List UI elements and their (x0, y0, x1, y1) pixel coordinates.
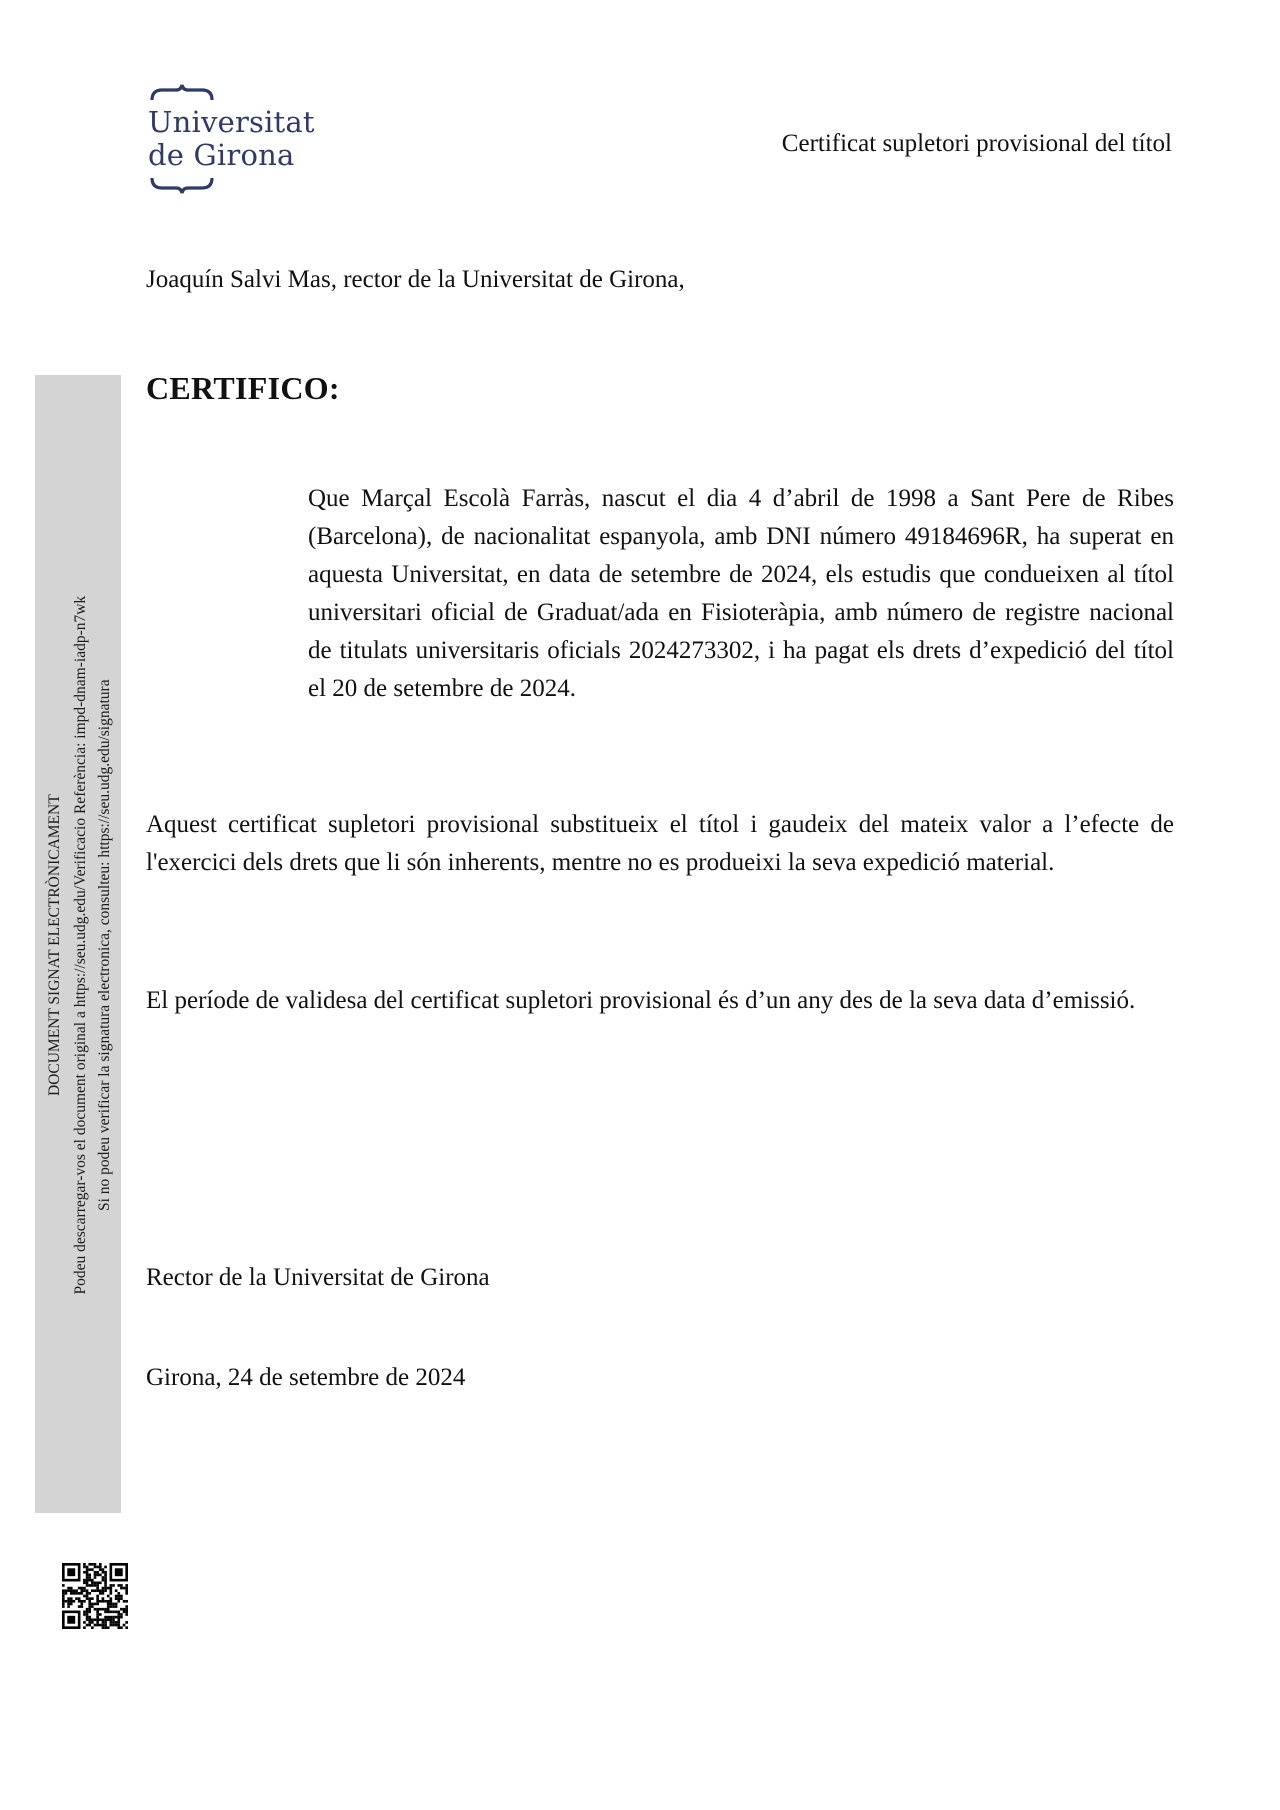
place-and-date: Girona, 24 de setembre de 2024 (146, 1364, 466, 1391)
qr-module (117, 1584, 120, 1587)
qr-module (70, 1592, 73, 1595)
qr-module (88, 1611, 91, 1614)
qr-module (91, 1568, 94, 1571)
qr-module (86, 1566, 89, 1569)
qr-module (86, 1589, 89, 1592)
qr-module (99, 1618, 102, 1621)
qr-module (83, 1611, 86, 1614)
qr-module (62, 1584, 65, 1587)
qr-module (78, 1587, 81, 1590)
qr-module (102, 1597, 105, 1600)
qr-module (107, 1587, 110, 1590)
qr-module (94, 1584, 97, 1587)
qr-code-icon (62, 1563, 128, 1629)
qr-module (83, 1581, 86, 1584)
qr-module (78, 1597, 81, 1600)
qr-module (115, 1616, 118, 1619)
qr-module (91, 1618, 94, 1621)
qr-module (91, 1581, 94, 1584)
qr-module (94, 1618, 97, 1621)
qr-module (99, 1566, 102, 1569)
qr-module (96, 1624, 99, 1627)
qr-module (123, 1600, 126, 1603)
qr-module (104, 1584, 107, 1587)
qr-module (115, 1595, 118, 1598)
qr-module (88, 1568, 91, 1571)
qr-module (102, 1568, 105, 1571)
qr-module (125, 1584, 128, 1587)
validity-substitution-paragraph: Aquest certificat supletori provisional substitueix el títol i gaudeix del mateix valor a l’efecte de l'exercici dels drets que li són inherents, mentre no es produeixi la seva expedició material. (146, 811, 1174, 876)
electronic-signature-strip (35, 375, 121, 1513)
validity-period-paragraph: El període de validesa del certificat supletori provisional és d’un any des de la seva data d’emissió. (146, 987, 1136, 1014)
qr-module (123, 1608, 126, 1611)
qr-module (96, 1611, 99, 1614)
qr-module (96, 1574, 99, 1577)
qr-module (99, 1592, 102, 1595)
qr-module (120, 1597, 123, 1600)
signatory-title: Rector de la Universitat de Girona (146, 1264, 490, 1291)
qr-module (115, 1605, 118, 1608)
qr-module (70, 1589, 73, 1592)
qr-module (110, 1616, 113, 1619)
qr-module (99, 1563, 102, 1566)
qr-module (91, 1626, 94, 1629)
qr-module (86, 1579, 89, 1582)
qr-module (112, 1584, 115, 1587)
qr-module (96, 1589, 99, 1592)
qr-module (107, 1618, 110, 1621)
qr-module (99, 1589, 102, 1592)
qr-module (99, 1613, 102, 1616)
qr-module (88, 1579, 91, 1582)
qr-module (110, 1589, 113, 1592)
qr-module (86, 1571, 89, 1574)
qr-module (96, 1616, 99, 1619)
qr-module (115, 1611, 118, 1614)
qr-module (86, 1584, 89, 1587)
qr-module (62, 1592, 65, 1595)
qr-module (94, 1576, 97, 1579)
qr-module (115, 1597, 118, 1600)
qr-module (112, 1618, 115, 1621)
qr-module (104, 1576, 107, 1579)
qr-module (94, 1574, 97, 1577)
qr-module (107, 1611, 110, 1614)
signature-help-url-text[interactable]: Si no podeu verificar la signatura electronica, consulteu: https://seu.udg.edu/signatura (96, 679, 113, 1211)
signature-notice: DOCUMENT SIGNAT ELECTRÒNICAMENT (46, 794, 63, 1096)
qr-module (62, 1595, 65, 1598)
qr-module (62, 1600, 65, 1603)
qr-module (117, 1592, 120, 1595)
qr-module (110, 1611, 113, 1614)
qr-module (107, 1603, 110, 1606)
qr-module (80, 1592, 83, 1595)
qr-module (104, 1574, 107, 1577)
qr-module (99, 1568, 102, 1571)
qr-module (104, 1579, 107, 1582)
qr-module (117, 1616, 120, 1619)
qr-module (110, 1624, 113, 1627)
qr-module (91, 1597, 94, 1600)
qr-module (91, 1563, 94, 1566)
qr-module (88, 1600, 91, 1603)
qr-module (96, 1597, 99, 1600)
qr-module (123, 1611, 126, 1614)
qr-module (110, 1587, 113, 1590)
qr-module (80, 1587, 83, 1590)
qr-module (91, 1605, 94, 1608)
qr-module (88, 1584, 91, 1587)
qr-module (83, 1566, 86, 1569)
qr-module (78, 1605, 81, 1608)
qr-module (86, 1568, 89, 1571)
qr-module (102, 1626, 105, 1629)
qr-module (110, 1592, 113, 1595)
qr-module (96, 1603, 99, 1606)
qr-module (73, 1600, 76, 1603)
qr-module (102, 1587, 105, 1590)
qr-module (67, 1600, 70, 1603)
qr-module (112, 1616, 115, 1619)
qr-module (91, 1621, 94, 1624)
qr-module (102, 1600, 105, 1603)
qr-module (102, 1608, 105, 1611)
qr-module (86, 1595, 89, 1598)
qr-module (102, 1571, 105, 1574)
qr-module (115, 1589, 118, 1592)
qr-module (123, 1587, 126, 1590)
qr-module (78, 1600, 81, 1603)
qr-module (110, 1618, 113, 1621)
qr-module (83, 1563, 86, 1566)
qr-module (102, 1624, 105, 1627)
qr-module (112, 1611, 115, 1614)
qr-module (125, 1600, 128, 1603)
qr-module (80, 1600, 83, 1603)
qr-module (62, 1605, 65, 1608)
qr-module (94, 1581, 97, 1584)
qr-module (120, 1584, 123, 1587)
qr-module (83, 1579, 86, 1582)
qr-module (104, 1587, 107, 1590)
qr-module (125, 1613, 128, 1616)
qr-module (62, 1589, 65, 1592)
qr-module (65, 1600, 68, 1603)
qr-module (88, 1597, 91, 1600)
certifico-heading: CERTIFICO: (146, 370, 340, 406)
qr-module (83, 1613, 86, 1616)
qr-module (75, 1589, 78, 1592)
qr-module (88, 1624, 91, 1627)
qr-module (104, 1589, 107, 1592)
qr-module (91, 1579, 94, 1582)
qr-module (96, 1600, 99, 1603)
brace-bottom-icon (150, 176, 214, 194)
qr-module (104, 1608, 107, 1611)
qr-module (96, 1595, 99, 1598)
qr-module (125, 1605, 128, 1608)
verification-url-text[interactable]: Podeu descarregar-vos el document original a https://seu.udg.edu/Verificacio Referència: impd-dnam-iadp-n7wk (72, 595, 89, 1295)
qr-module (115, 1621, 118, 1624)
qr-module (112, 1603, 115, 1606)
qr-module (96, 1581, 99, 1584)
qr-module (75, 1592, 78, 1595)
qr-module (88, 1563, 91, 1566)
qr-module (102, 1579, 105, 1582)
qr-module (96, 1618, 99, 1621)
qr-module (86, 1592, 89, 1595)
qr-module (88, 1618, 91, 1621)
certification-paragraph: Que Marçal Escolà Farràs, nascut el dia 4 d’abril de 1998 a Sant Pere de Ribes (Barcelona), de nacionalitat espanyola, amb DNI número 49184696R, ha superat en aquesta Universitat, en data de setembre de 2024, els estudis que condueixen al títol universitari oficial de Graduat/ada en Fisioteràpia, amb número de registre nacional de titulats universitaris oficials 2024273302, i ha pagat els drets d’expedició del títol el 20 de setembre de 2024. (308, 485, 1174, 702)
qr-module (88, 1608, 91, 1611)
qr-module (99, 1574, 102, 1577)
qr-module (117, 1595, 120, 1598)
qr-module (86, 1574, 89, 1577)
qr-module (65, 1592, 68, 1595)
qr-module (104, 1611, 107, 1614)
qr-module (102, 1592, 105, 1595)
qr-module (104, 1571, 107, 1574)
qr-module (110, 1600, 113, 1603)
qr-module (96, 1621, 99, 1624)
qr-module (125, 1589, 128, 1592)
qr-module (67, 1597, 70, 1600)
qr-module (125, 1621, 128, 1624)
qr-finder-module (67, 1616, 75, 1624)
qr-module (96, 1608, 99, 1611)
qr-module (80, 1589, 83, 1592)
qr-module (88, 1603, 91, 1606)
qr-module (62, 1597, 65, 1600)
qr-module (80, 1605, 83, 1608)
qr-module (120, 1587, 123, 1590)
qr-module (99, 1624, 102, 1627)
logo-line-1: Universitat (148, 105, 315, 139)
qr-module (96, 1584, 99, 1587)
qr-module (67, 1587, 70, 1590)
qr-module (86, 1581, 89, 1584)
qr-module (104, 1600, 107, 1603)
qr-module (104, 1621, 107, 1624)
qr-module (123, 1624, 126, 1627)
qr-module (67, 1605, 70, 1608)
qr-module (117, 1600, 120, 1603)
qr-module (117, 1618, 120, 1621)
qr-module (107, 1608, 110, 1611)
qr-module (86, 1611, 89, 1614)
qr-module (125, 1611, 128, 1614)
qr-module (86, 1608, 89, 1611)
qr-module (65, 1589, 68, 1592)
qr-module (115, 1603, 118, 1606)
qr-module (83, 1587, 86, 1590)
qr-module (107, 1616, 110, 1619)
qr-module (73, 1592, 76, 1595)
qr-module (99, 1600, 102, 1603)
qr-module (96, 1571, 99, 1574)
qr-module (117, 1626, 120, 1629)
qr-module (107, 1600, 110, 1603)
qr-module (117, 1611, 120, 1614)
qr-module (86, 1597, 89, 1600)
qr-module (104, 1624, 107, 1627)
qr-module (94, 1589, 97, 1592)
qr-module (104, 1566, 107, 1569)
qr-module (110, 1605, 113, 1608)
qr-module (117, 1621, 120, 1624)
qr-module (86, 1618, 89, 1621)
qr-module (88, 1592, 91, 1595)
qr-module (67, 1603, 70, 1606)
qr-module (91, 1589, 94, 1592)
qr-module (88, 1605, 91, 1608)
qr-module (70, 1600, 73, 1603)
qr-module (125, 1608, 128, 1611)
qr-finder-module (115, 1568, 123, 1576)
qr-module (110, 1584, 113, 1587)
qr-finder-module (67, 1568, 75, 1576)
qr-module (70, 1587, 73, 1590)
qr-module (110, 1597, 113, 1600)
qr-module (102, 1576, 105, 1579)
qr-module (104, 1618, 107, 1621)
qr-module (83, 1626, 86, 1629)
qr-module (70, 1597, 73, 1600)
qr-module (96, 1566, 99, 1569)
qr-module (67, 1589, 70, 1592)
qr-module (78, 1592, 81, 1595)
qr-module (99, 1581, 102, 1584)
qr-module (102, 1589, 105, 1592)
qr-module (117, 1597, 120, 1600)
qr-module (117, 1624, 120, 1627)
qr-module (115, 1624, 118, 1627)
qr-module (83, 1621, 86, 1624)
qr-module (83, 1571, 86, 1574)
qr-module (125, 1587, 128, 1590)
qr-module (88, 1616, 91, 1619)
qr-module (104, 1581, 107, 1584)
qr-module (125, 1592, 128, 1595)
qr-module (104, 1616, 107, 1619)
qr-module (73, 1589, 76, 1592)
qr-module (96, 1587, 99, 1590)
qr-module (120, 1613, 123, 1616)
qr-module (83, 1589, 86, 1592)
qr-module (112, 1624, 115, 1627)
qr-module (104, 1626, 107, 1629)
logo-line-2: de Girona (148, 138, 295, 172)
qr-module (94, 1608, 97, 1611)
qr-module (88, 1576, 91, 1579)
qr-module (94, 1624, 97, 1627)
qr-module (107, 1626, 110, 1629)
qr-module (83, 1600, 86, 1603)
qr-module (70, 1603, 73, 1606)
qr-module (86, 1616, 89, 1619)
qr-module (88, 1574, 91, 1577)
qr-module (86, 1576, 89, 1579)
qr-module (112, 1621, 115, 1624)
qr-module (94, 1563, 97, 1566)
qr-module (110, 1621, 113, 1624)
qr-module (107, 1595, 110, 1598)
qr-module (94, 1603, 97, 1606)
qr-module (102, 1621, 105, 1624)
qr-module (99, 1608, 102, 1611)
qr-module (94, 1566, 97, 1569)
qr-module (80, 1603, 83, 1606)
brace-top-icon (150, 84, 214, 102)
document-title: Certificat supletori provisional del títol (781, 130, 1172, 157)
qr-module (102, 1618, 105, 1621)
issuer-line: Joaquín Salvi Mas, rector de la Universitat de Girona, (146, 266, 685, 293)
qr-module (91, 1603, 94, 1606)
qr-module (94, 1571, 97, 1574)
qr-module (120, 1595, 123, 1598)
qr-module (120, 1626, 123, 1629)
qr-module (120, 1616, 123, 1619)
qr-module (75, 1597, 78, 1600)
qr-module (86, 1613, 89, 1616)
qr-module (96, 1613, 99, 1616)
qr-module (117, 1613, 120, 1616)
university-logo (148, 84, 318, 204)
qr-module (107, 1605, 110, 1608)
qr-module (83, 1595, 86, 1598)
qr-module (125, 1626, 128, 1629)
qr-module (62, 1603, 65, 1606)
qr-module (110, 1603, 113, 1606)
qr-module (112, 1605, 115, 1608)
qr-module (86, 1624, 89, 1627)
qr-module (88, 1621, 91, 1624)
qr-module (91, 1584, 94, 1587)
qr-module (120, 1608, 123, 1611)
